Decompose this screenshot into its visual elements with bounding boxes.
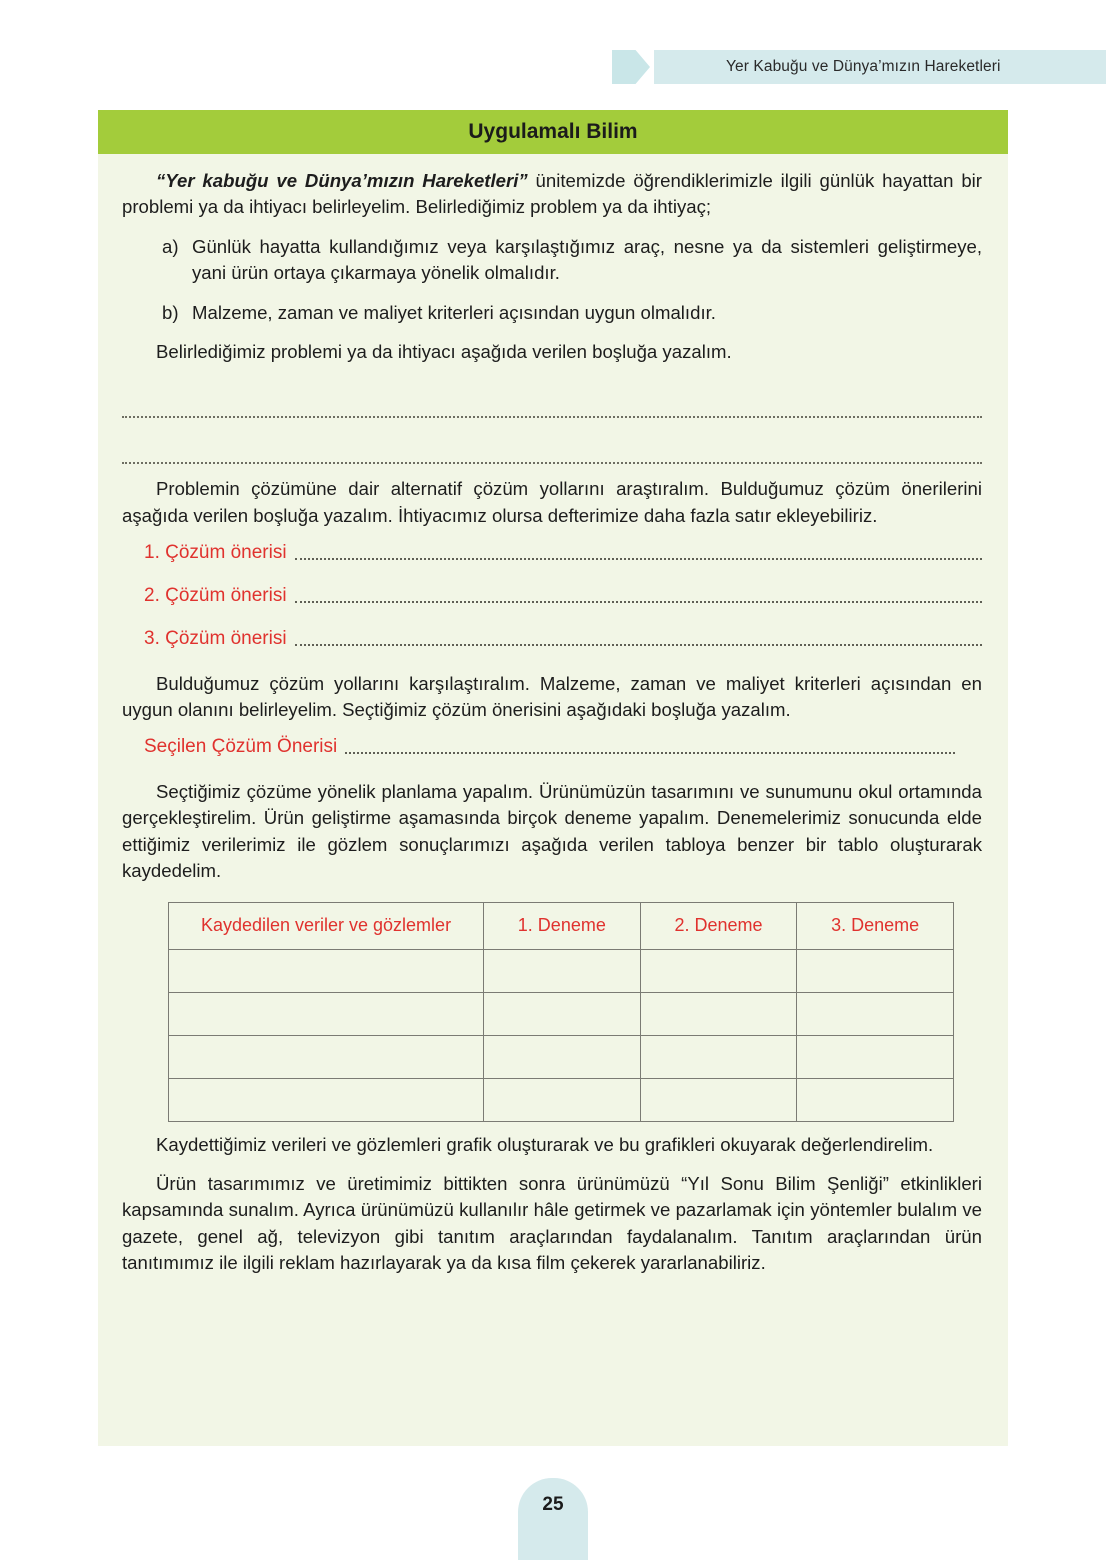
criteria-list <box>122 234 982 326</box>
solution-line-1[interactable] <box>122 542 982 565</box>
write-in-line[interactable] <box>122 424 982 464</box>
observations-table-wrap <box>122 898 982 1132</box>
problem-write-in-area[interactable] <box>122 378 982 464</box>
table-cell[interactable] <box>169 1035 484 1078</box>
table-cell[interactable] <box>640 1035 797 1078</box>
table-cell[interactable] <box>797 992 954 1035</box>
panel-body <box>98 154 1008 1277</box>
list-item <box>122 300 982 326</box>
table-cell[interactable] <box>169 1078 484 1121</box>
table-cell[interactable] <box>169 949 484 992</box>
table-cell[interactable] <box>640 1078 797 1121</box>
table-header-cell: 1. Deneme <box>484 902 641 949</box>
criteria-marker: a) <box>162 235 179 257</box>
table-cell[interactable] <box>484 992 641 1035</box>
table-cell[interactable] <box>484 1078 641 1121</box>
table-row[interactable] <box>169 1035 954 1078</box>
table-cell[interactable] <box>640 992 797 1035</box>
write-in-line[interactable] <box>345 751 955 754</box>
table-row[interactable] <box>169 992 954 1035</box>
intro-paragraph <box>122 168 982 221</box>
page-number: 25 <box>542 1494 564 1515</box>
table-header-row <box>169 902 954 949</box>
table-cell[interactable] <box>484 1035 641 1078</box>
write-in-line[interactable] <box>295 600 982 603</box>
running-header <box>612 50 1106 84</box>
chevron-right-icon <box>612 50 650 84</box>
compare-paragraph: Bulduğumuz çözüm yollarını karşılaştıralım. Malzeme, zaman ve maliyet kriterleri açısından en uygun olanını belirleyelim. Seçtiğimiz çözüm önerisini aşağıdaki boşluğa yazalım. <box>122 672 982 720</box>
graph-paragraph: Kaydettiğimiz verileri ve gözlemleri grafik oluşturarak ve bu grafikleri okuyarak değerlendirelim. <box>156 1133 934 1155</box>
observations-table <box>168 902 954 1122</box>
solution-label: 1. Çözüm önerisi <box>144 542 287 564</box>
table-cell[interactable] <box>797 949 954 992</box>
solution-label: 3. Çözüm önerisi <box>144 627 287 649</box>
selected-solution-row[interactable] <box>122 736 982 759</box>
unit-title: Yer Kabuğu ve Dünya’mızın Hareketleri <box>726 58 1001 75</box>
list-item <box>122 234 982 287</box>
table-row[interactable] <box>169 1078 954 1121</box>
criteria-marker: b) <box>162 301 179 323</box>
table-cell[interactable] <box>640 949 797 992</box>
page-number-tab <box>518 1478 588 1560</box>
uygulamali-bilim-panel <box>98 110 1008 1446</box>
table-cell[interactable] <box>797 1078 954 1121</box>
solution-label: 2. Çözüm önerisi <box>144 584 287 606</box>
table-header-cell: 2. Deneme <box>640 902 797 949</box>
write-in-line[interactable] <box>295 557 982 560</box>
table-header-cell: 3. Deneme <box>797 902 954 949</box>
panel-title-text: Uygulamalı Bilim <box>468 120 638 143</box>
header-band <box>654 50 1106 84</box>
panel-title-bar <box>98 110 1008 154</box>
table-cell[interactable] <box>797 1035 954 1078</box>
criteria-text: Günlük hayatta kullandığımız veya karşılaştığımız araç, nesne ya da sistemleri geliştirmeye, yani ürün ortaya çıkarmaya yönelik olmalıdır. <box>192 235 982 284</box>
solution-line-2[interactable] <box>122 585 982 608</box>
write-in-line[interactable] <box>295 643 982 646</box>
table-cell[interactable] <box>484 949 641 992</box>
intro-rest: ünitemizde öğrendiklerimizle ilgili günlük hayattan bir problemi ya da ihtiyacı belirleyelim. Belirlediğimiz problem ya da ihtiyaç; <box>122 170 982 218</box>
table-header-cell: Kaydedilen veriler ve gözlemler <box>169 902 484 949</box>
planning-paragraph: Seçtiğimiz çözüme yönelik planlama yapalım. Ürünümüzün tasarımını ve sunumunu okul ortamında gerçekleştirelim. Ürün geliştirme aşamasında birçok deneme yapalım. Denemelerimiz sonucunda elde ettiğimiz verilerimiz ile gözlem sonuçlarımızı aşağıda verilen tabloya benzer bir tablo oluşturarak kaydedelim. <box>122 781 982 882</box>
promotion-paragraph: Ürün tasarımımız ve üretimimiz bittikten sonra ürünümüzü “Yıl Sonu Bilim Şenliği” etkinlikleri kapsamında sunalım. Ayrıca ürünümüzü kullanılır hâle getirmek ve pazarlamak için yöntemler bulalım ve gazete, genel ağ, televizyon gibi tanıtım araçlarından faydalanalım. Tanıtım araçlarından ürün tanıtımımız ile ilgili reklam hazırlayarak ya da kısa film çekerek yararlanabiliriz. <box>122 1173 982 1274</box>
table-row[interactable] <box>169 949 954 992</box>
intro-quote: “Yer kabuğu ve Dünya’mızın Hareketleri” <box>156 170 528 191</box>
solution-line-3[interactable] <box>122 628 982 651</box>
selected-solution-label: Seçilen Çözüm Önerisi <box>144 736 338 758</box>
criteria-text: Malzeme, zaman ve maliyet kriterleri açısından uygun olmalıdır. <box>192 301 716 323</box>
table-cell[interactable] <box>169 992 484 1035</box>
alternatives-paragraph: Problemin çözümüne dair alternatif çözüm yollarını araştıralım. Bulduğumuz çözüm önerilerini aşağıda verilen boşluğa yazalım. İhtiyacımız olursa defterimize daha fazla satır ekleyebiliriz. <box>122 478 982 526</box>
write-in-line[interactable] <box>122 378 982 418</box>
write-problem-instruction: Belirlediğimiz problemi ya da ihtiyacı aşağıda verilen boşluğa yazalım. <box>156 340 732 362</box>
